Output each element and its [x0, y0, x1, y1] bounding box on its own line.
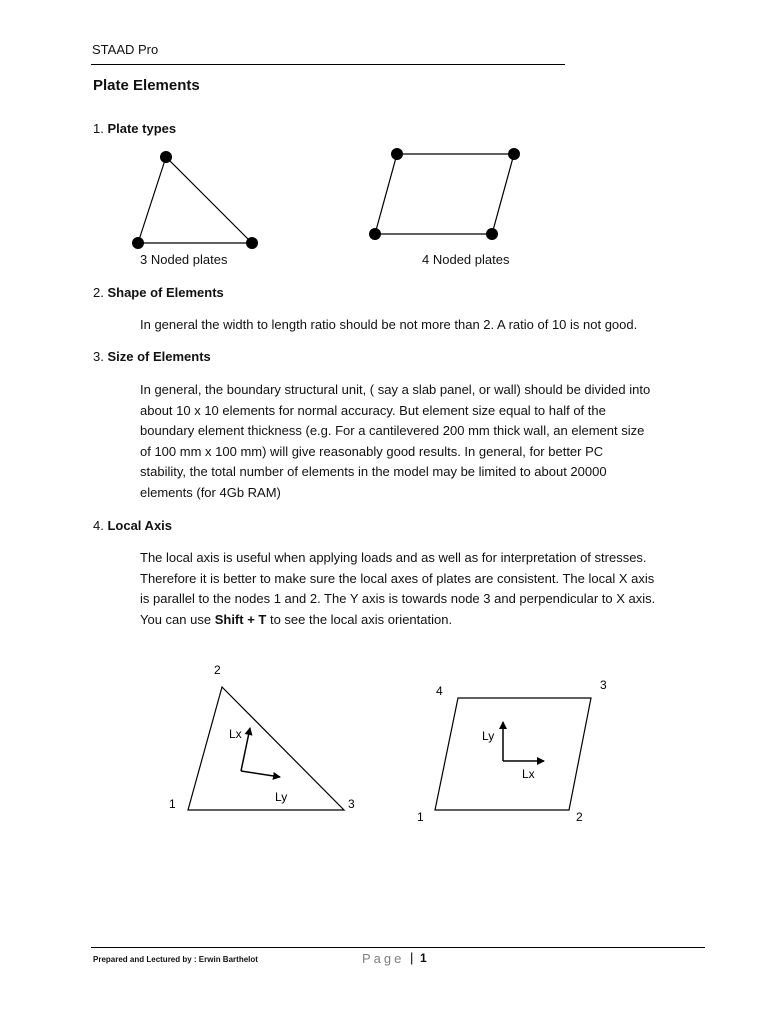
triangle-local-axis	[169, 663, 355, 811]
section-title: Local Axis	[107, 518, 173, 533]
ly-arrow	[241, 771, 280, 777]
section-title: Plate types	[107, 121, 177, 136]
text-fragment: You can use	[140, 611, 215, 627]
shortcut-keys: Shift + T	[214, 611, 267, 627]
node-label: 4	[436, 684, 443, 698]
text-fragment: to see the local axis orientation.	[266, 611, 453, 627]
node-label: 2	[576, 810, 583, 824]
text-line: of 100 mm x 100 mm) will give reasonably good results. In general, for better PC	[140, 443, 604, 459]
axis-label-lx: Lx	[522, 767, 535, 781]
footer-author: Prepared and Lectured by : Erwin Barthelot	[93, 955, 258, 964]
section-number: 4.	[93, 518, 104, 533]
node-label: 1	[417, 810, 424, 824]
text-line: Therefore it is better to make sure the local axes of plates are consistent. The local X axis	[140, 570, 655, 586]
page-title: Plate Elements	[93, 77, 200, 94]
text-line: stability, the total number of elements in the model may be limited to about 20000	[140, 464, 607, 479]
text-line: about 10 x 10 elements for normal accuracy. But element size equal to half of the	[140, 402, 606, 418]
node-label: 2	[214, 663, 221, 677]
text-line: The local axis is useful when applying loads and as well as for interpretation of stresses.	[140, 550, 647, 565]
section-number: 2.	[93, 285, 104, 300]
quad-caption: 4 Noded plates	[422, 252, 510, 267]
text-line: In general, the boundary structural unit, ( say a slab panel, or wall) should be divided into	[140, 382, 651, 397]
header-title: STAAD Pro	[92, 42, 159, 57]
quad-local-axis	[417, 678, 607, 824]
section-title: Size of Elements	[107, 349, 211, 364]
tri-caption: 3 Noded plates	[140, 252, 228, 267]
section-title: Shape of Elements	[107, 285, 224, 300]
text-line: is parallel to the nodes 1 and 2. The Y axis is towards node 3 and perpendicular to X axis.	[140, 591, 656, 606]
axis-label-ly: Ly	[482, 729, 495, 743]
lx-arrow	[241, 728, 250, 771]
footer-page-number: 1	[420, 951, 427, 965]
axis-label-ly: Ly	[275, 790, 288, 804]
footer-page-word: Page	[362, 951, 405, 966]
text-line: boundary element thickness (e.g. For a cantilevered 200 mm thick wall, an element size	[140, 423, 645, 438]
node-label: 3	[600, 678, 607, 692]
section-number: 3.	[93, 349, 104, 364]
axis-label-lx: Lx	[229, 727, 242, 741]
section-2-text: In general the width to length ratio should be not more than 2. A ratio of 10 is not good.	[140, 317, 638, 332]
section-number: 1.	[93, 121, 104, 136]
footer-separator: |	[410, 950, 414, 965]
text-line: elements (for 4Gb RAM)	[140, 484, 281, 500]
node-label: 3	[348, 797, 355, 811]
node-label: 1	[169, 797, 176, 811]
footer-divider	[91, 947, 705, 948]
